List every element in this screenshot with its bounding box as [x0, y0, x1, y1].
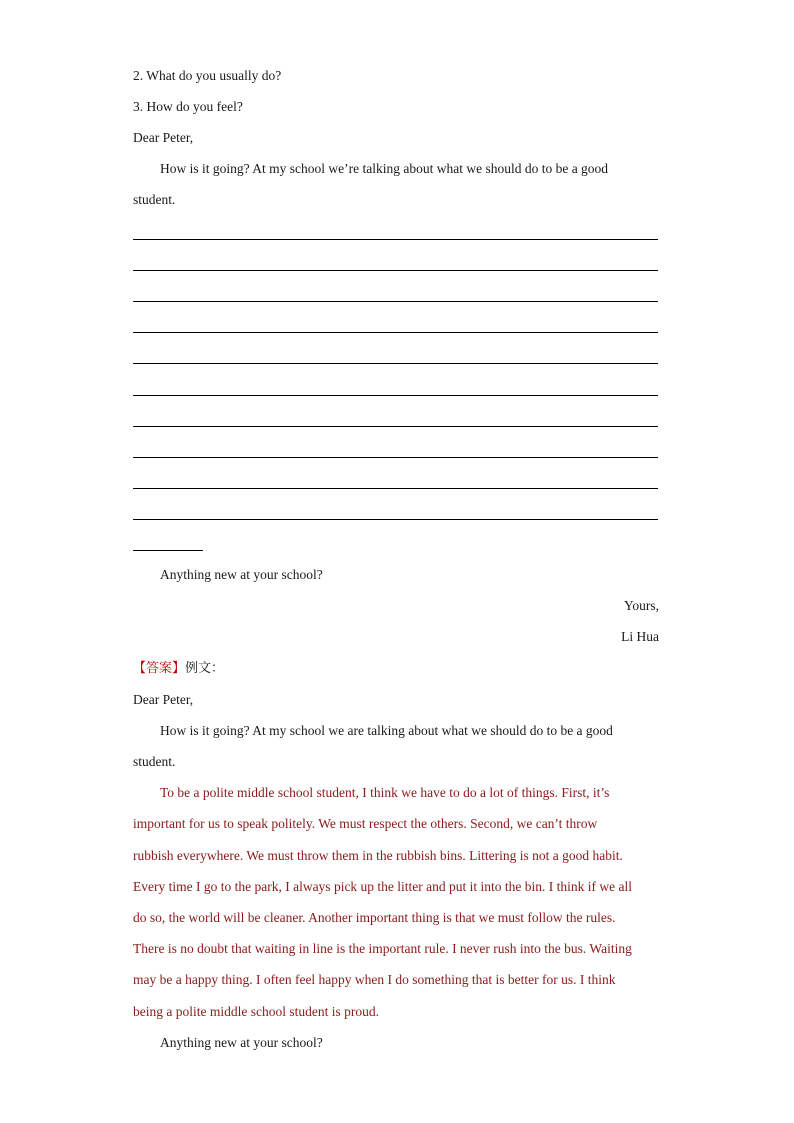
- writing-line: [133, 426, 658, 427]
- answer-opening-line-1: How is it going? At my school we are talking about what we should do to be a good: [160, 723, 613, 738]
- writing-line: [133, 332, 658, 333]
- writing-line: [133, 301, 658, 302]
- letter-signature: Li Hua: [621, 629, 659, 644]
- answer-body-line: rubbish everywhere. We must throw them in the rubbish bins. Littering is not a good habit.: [133, 848, 623, 863]
- answer-body-line: There is no doubt that waiting in line is the important rule. I never rush into the bus. Waiting: [133, 941, 632, 956]
- answer-heading: [133, 660, 224, 677]
- letter-closing-question: Anything new at your school?: [160, 567, 323, 582]
- letter-salutation: Dear Peter,: [133, 130, 194, 145]
- answer-body-line: may be a happy thing. I often feel happy when I do something that is better for us. I think: [133, 972, 616, 987]
- letter-opening-line-1: How is it going? At my school we’re talking about what we should do to be a good: [160, 161, 609, 176]
- answer-body-line: To be a polite middle school student, I think we have to do a lot of things. First, it’s: [160, 785, 610, 800]
- answer-salutation: Dear Peter,: [133, 692, 194, 707]
- writing-line: [133, 457, 658, 458]
- question-2: 2. What do you usually do?: [133, 68, 282, 83]
- writing-line: [133, 363, 658, 364]
- answer-opening-line-2: student.: [133, 754, 176, 769]
- writing-line: [133, 270, 658, 271]
- writing-line-short: [133, 550, 203, 551]
- answer-body-line: important for us to speak politely. We must respect the others. Second, we can’t throw: [133, 816, 598, 831]
- writing-line: [133, 395, 658, 396]
- writing-line: [133, 519, 658, 520]
- answer-label: 例文：: [185, 661, 225, 676]
- letter-opening-line-2: student.: [133, 192, 176, 207]
- answer-body-line: do so, the world will be cleaner. Another important thing is that we must follow the rules.: [133, 910, 616, 925]
- answer-tag: 【答案】: [133, 661, 186, 676]
- answer-body-line: Every time I go to the park, I always pick up the litter and put it into the bin. I think if we all: [133, 879, 633, 894]
- letter-signoff: Yours,: [623, 598, 659, 613]
- writing-line: [133, 488, 658, 489]
- question-3: 3. How do you feel?: [133, 99, 243, 114]
- answer-body-line: being a polite middle school student is proud.: [133, 1004, 379, 1019]
- writing-line: [133, 239, 658, 240]
- answer-closing-question: Anything new at your school?: [160, 1035, 323, 1050]
